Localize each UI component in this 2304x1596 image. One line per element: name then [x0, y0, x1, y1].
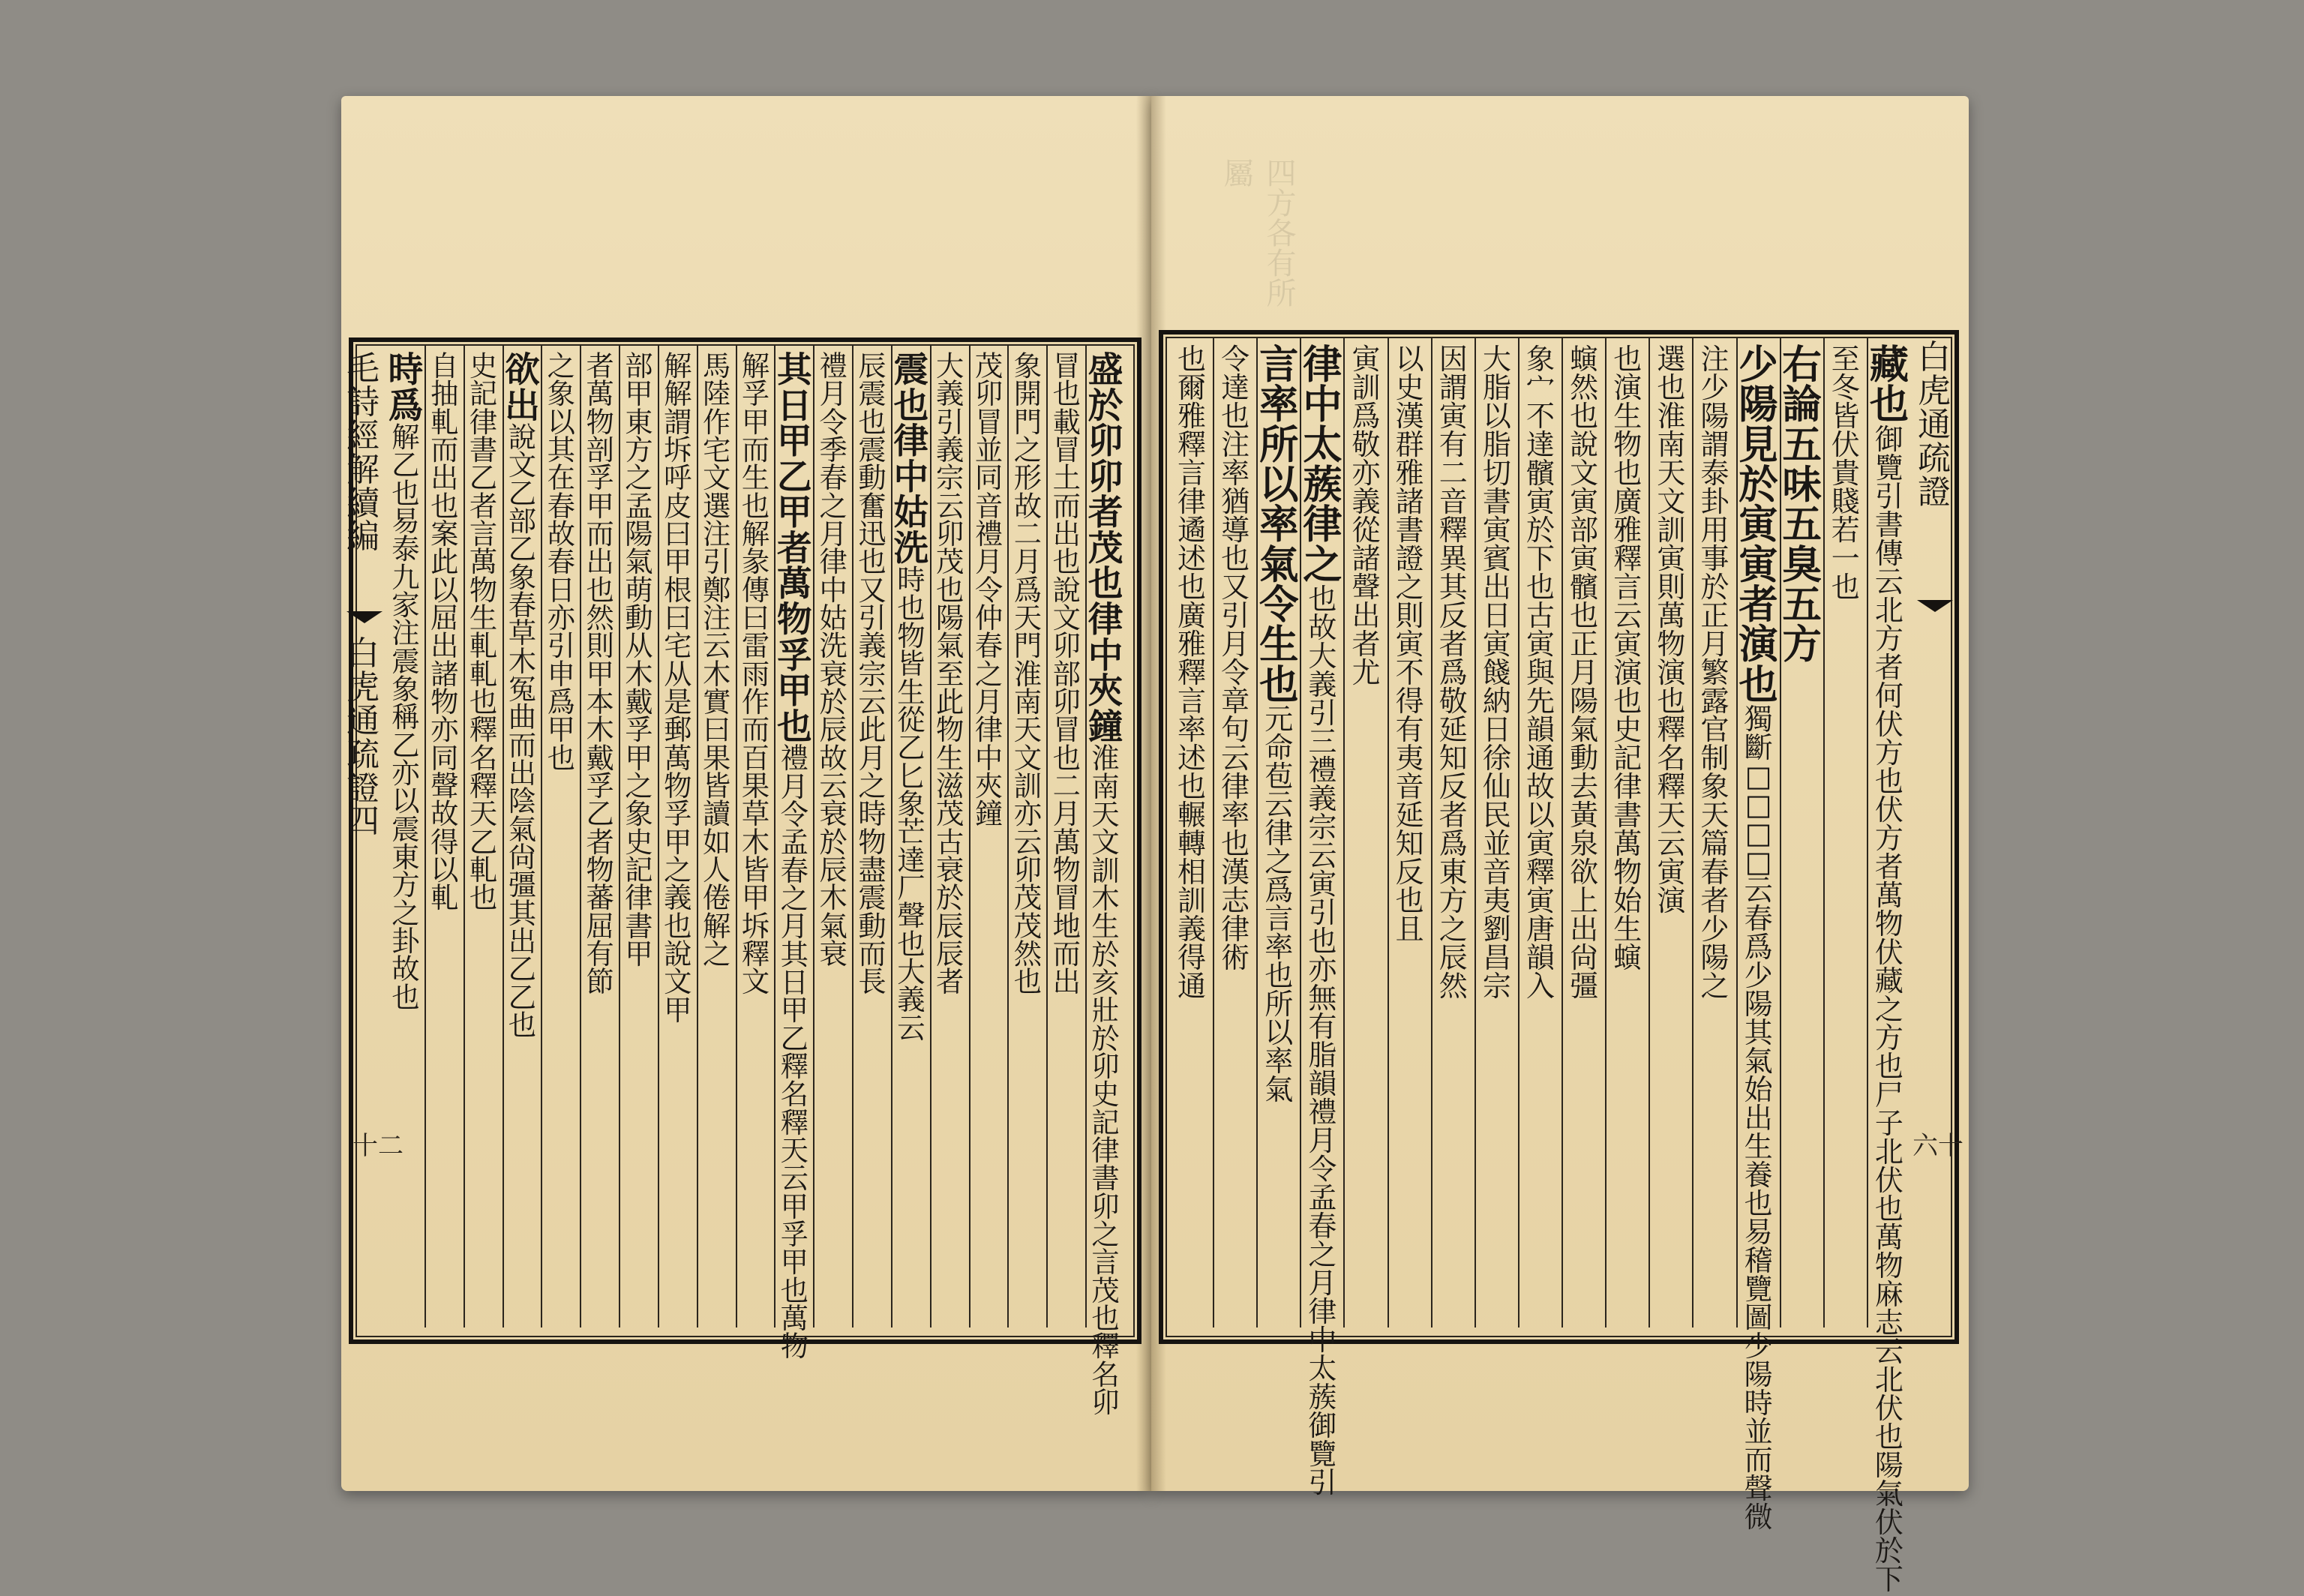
commentary-text: 茂卯冒並同音禮月令仲春之月律中夾鐘	[974, 350, 1004, 831]
text-column	[1170, 345, 1214, 1320]
text-column	[1519, 345, 1562, 1320]
main-text: 言率所以率氣令生也	[1259, 342, 1299, 708]
commentary-text: 史記律書乙者言萬物生軋軋也釋名釋天乙軋也	[469, 350, 498, 915]
commentary-text: 自抽軋而出也案此以屈出諸物亦同聲故得以軋	[430, 350, 459, 915]
commentary-text: 也爾雅釋言律遹述也廣雅釋言率述也輾轉相訓義得通	[1178, 343, 1207, 1003]
main-text: 盛於卯卯者茂也律中夾鐘	[1088, 350, 1124, 748]
text-column	[1606, 345, 1649, 1320]
text-column	[892, 352, 931, 1320]
text-column	[1300, 342, 1344, 1500]
main-text: 藏也	[1869, 342, 1910, 428]
main-text: 律中太蔟律之	[1303, 342, 1342, 588]
text-column	[658, 352, 698, 1320]
commentary-text: 御覽引書傳云北方者何伏方也伏方者萬物伏藏之方也尸子北伏也萬物 麻志云北伏也陽氣伏於下	[1874, 422, 1904, 1596]
text-column	[698, 352, 736, 1320]
commentary-text: 淮南天文訓木生於亥壯於卯 史記律書卯之言茂也釋名卯	[1091, 742, 1120, 1419]
commentary-text: 令達也注率猶導也又引月令章句云律率也漢志律術	[1221, 343, 1250, 974]
text-column	[464, 352, 503, 1320]
text-column	[386, 352, 425, 1320]
commentary-text: 部甲東方之孟陽氣萌動从木戴孚甲之象史記律書甲	[625, 350, 653, 970]
text-column	[1868, 342, 1911, 1596]
text-column	[620, 352, 658, 1320]
commentary-text: 選也淮南天文訓寅則萬物演也釋名釋天云寅演	[1657, 343, 1686, 917]
text-column	[1388, 345, 1432, 1320]
text-column	[931, 352, 970, 1320]
commentary-text: 元命苞云律之爲言率也所以率氣	[1264, 703, 1294, 1107]
text-column	[1693, 345, 1736, 1320]
commentary-text: 者萬物剖孚甲而出也然則甲本木戴孚 乙者物蕃屈有節	[586, 350, 614, 999]
text-column	[503, 352, 542, 1320]
text-column	[1780, 342, 1824, 1320]
text-column	[814, 352, 853, 1320]
text-column	[425, 352, 464, 1320]
main-text: 時爲	[388, 350, 424, 427]
left-folio: 十二	[352, 1131, 404, 1161]
commentary-text: 獨斷□□□□云春爲少陽其氣始出生養也易稽覽圖少陽時並而聲微	[1744, 703, 1773, 1534]
text-column	[1562, 345, 1606, 1320]
commentary-text: 解解謂坼呼皮曰甲根曰宅从是郵萬物孚甲之義也說文甲	[664, 350, 692, 1027]
text-column	[542, 352, 580, 1320]
text-column	[1008, 352, 1047, 1320]
commentary-text: 大義引義宗云卯茂也陽氣至此物生滋茂 古衰於辰辰者	[936, 350, 964, 999]
main-text: 少陽見於寅寅者演也	[1738, 342, 1778, 708]
commentary-text: 大脂以脂切書寅賓出日寅餞納日徐仙民並音夷劉昌宗	[1482, 343, 1511, 1003]
text-column	[775, 350, 814, 1364]
commentary-text: 馬陸作宅文選注引鄭注云木實曰果皆讀如人倦解之	[702, 350, 731, 970]
right-band-title: 白虎通疏證	[1918, 338, 1951, 512]
left-band-title: 毛詩經解續編	[346, 350, 380, 556]
commentary-text: 也演生物也廣雅釋言云寅演也史記律書萬物始生螾	[1613, 343, 1642, 974]
text-column	[1649, 345, 1693, 1320]
right-fish-tail	[1917, 600, 1953, 612]
text-column	[1257, 342, 1300, 1320]
text-column	[1737, 342, 1780, 1534]
commentary-text: 也故大義引三禮義宗云寅引也亦無有脂韻禮月令孟春之月律中太蔟御覽引	[1308, 583, 1337, 1500]
commentary-text: 螾然也說文寅部寅髕也正月陽氣動去黃泉欲上出尙彊	[1570, 343, 1599, 1003]
commentary-text: 冒也載冒土而出也說文卯部卯冒也二月萬物冒地而出	[1052, 350, 1081, 999]
right-folio: 六十	[1912, 1131, 1964, 1161]
main-text: 其日甲乙甲者萬物孚甲也	[776, 350, 812, 748]
text-column	[1344, 345, 1388, 1320]
commentary-text: 象宀不達髕寅於下也古寅與先韻通故以寅釋寅唐韻入	[1526, 343, 1555, 1003]
text-column	[736, 352, 776, 1320]
commentary-text: 因謂寅有二音釋異其反者爲敬延知反者爲東方之辰然	[1438, 343, 1468, 1003]
text-column	[1824, 345, 1868, 1320]
main-text: 右論五味五臭五方	[1782, 342, 1822, 668]
commentary-text: 辰震也震動奮迅也又引義宗云此月之時物盡震動而長	[858, 350, 886, 999]
text-column	[1047, 352, 1086, 1320]
text-column	[853, 352, 892, 1320]
commentary-text: 解孚甲而生也解彖傳曰雷雨作而百果草木皆甲坼釋文	[741, 350, 770, 999]
main-text: 震也律中姑洗	[893, 350, 929, 569]
commentary-text: 時也物皆生從乙匕象芒達厂聲也大義云	[897, 563, 926, 1045]
text-column	[970, 352, 1009, 1320]
left-band-subtitle: 白虎通疏證四	[346, 634, 380, 842]
commentary-text: 象開門之形故二月爲天門淮南天文訓亦云卯茂茂然也	[1013, 350, 1042, 999]
main-text: 欲出	[505, 350, 540, 427]
commentary-text: 注少陽謂泰卦用事於正月繁露官制象天篇春者少陽之	[1700, 343, 1730, 1003]
text-column	[1214, 345, 1257, 1320]
commentary-text: 以史漢群雅諸書證之則寅不得有夷音延知反也且	[1395, 343, 1424, 946]
left-fish-tail	[346, 611, 382, 623]
text-column	[580, 352, 620, 1320]
text-column	[1432, 345, 1475, 1320]
commentary-text: 解乙也易泰九家注震象稱乙亦以震東方之卦故也	[392, 421, 420, 1014]
commentary-text: 禮月令季春之月律中姑洗衰於辰故云衰於辰木氣衰	[819, 350, 848, 970]
commentary-text: 禮月令孟春之月其日甲乙 釋名釋天云甲孚甲也萬物	[780, 742, 808, 1364]
bleed-through-text: 四方各有所屬	[1219, 158, 1296, 308]
text-column	[1086, 350, 1125, 1419]
commentary-text: 至冬皆伏貴賤若一也	[1831, 343, 1860, 604]
commentary-text: 之象以其在春故春日亦引申爲甲也	[547, 350, 575, 775]
text-column	[1475, 345, 1519, 1320]
commentary-text: 說文乙部乙象春草木冤曲而出陰氣尙彊其出乙乙也	[508, 421, 537, 1042]
commentary-text: 寅訓爲敬亦義從諸聲出者尤	[1352, 343, 1381, 689]
